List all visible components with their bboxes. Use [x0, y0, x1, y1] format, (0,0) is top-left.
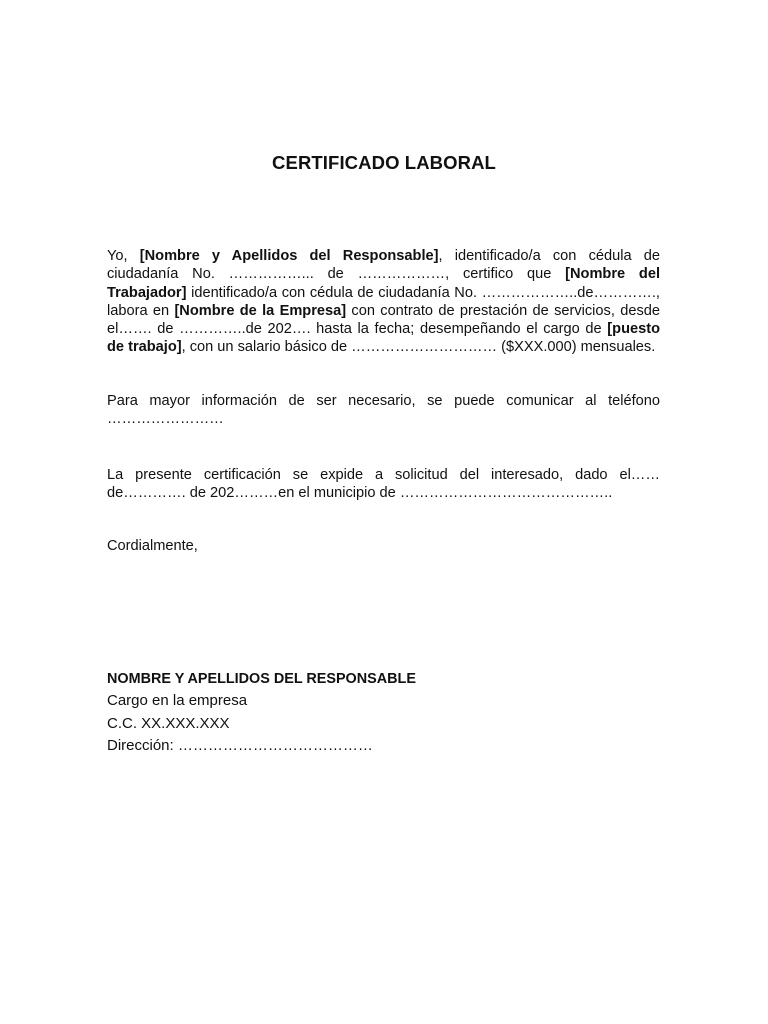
paragraph-text: Yo, — [107, 248, 140, 264]
signer-address: Dirección: ………………………………… — [107, 736, 373, 754]
issuance-paragraph: La presente certificación se expide a solicitud del interesado, dado el…… de…………. de 202………en el municipio de …………………………………….. — [107, 467, 660, 502]
closing-salutation: Cordialmente, — [107, 538, 198, 554]
paragraph-text: identificado/a con cédula de ciudadanía No. ………………..de…………., labora en — [107, 284, 660, 319]
worker-name-placeholder: [Nombre del Trabajador] — [107, 266, 660, 301]
signer-id: C.C. XX.XXX.XXX — [107, 714, 230, 732]
job-position-placeholder: [puesto de trabajo] — [107, 321, 660, 356]
paragraph-text: , con un salario básico de ………………………… ($XXX.000) mensuales. — [181, 339, 656, 356]
signer-name: NOMBRE Y APELLIDOS DEL RESPONSABLE — [107, 671, 416, 687]
signature-block — [107, 668, 416, 757]
signer-position: Cargo en la empresa — [107, 692, 248, 710]
certification-paragraph — [107, 247, 660, 357]
responsible-name-placeholder: [Nombre y Apellidos del Responsable] — [139, 248, 439, 264]
paragraph-text: , identificado/a con cédula de ciudadanía No. ……………... de ………………, certifico que — [107, 248, 660, 283]
paragraph-text: con contrato de prestación de servicios, desde el……. de …………..de 202…. hasta la fecha; desempeñando el cargo de — [107, 302, 660, 338]
company-name-placeholder: [Nombre de la Empresa] — [174, 302, 347, 319]
contact-paragraph: Para mayor información de ser necesario, se puede comunicar al teléfono …………………… — [107, 393, 660, 428]
document-title: CERTIFICADO LABORAL — [272, 152, 496, 173]
